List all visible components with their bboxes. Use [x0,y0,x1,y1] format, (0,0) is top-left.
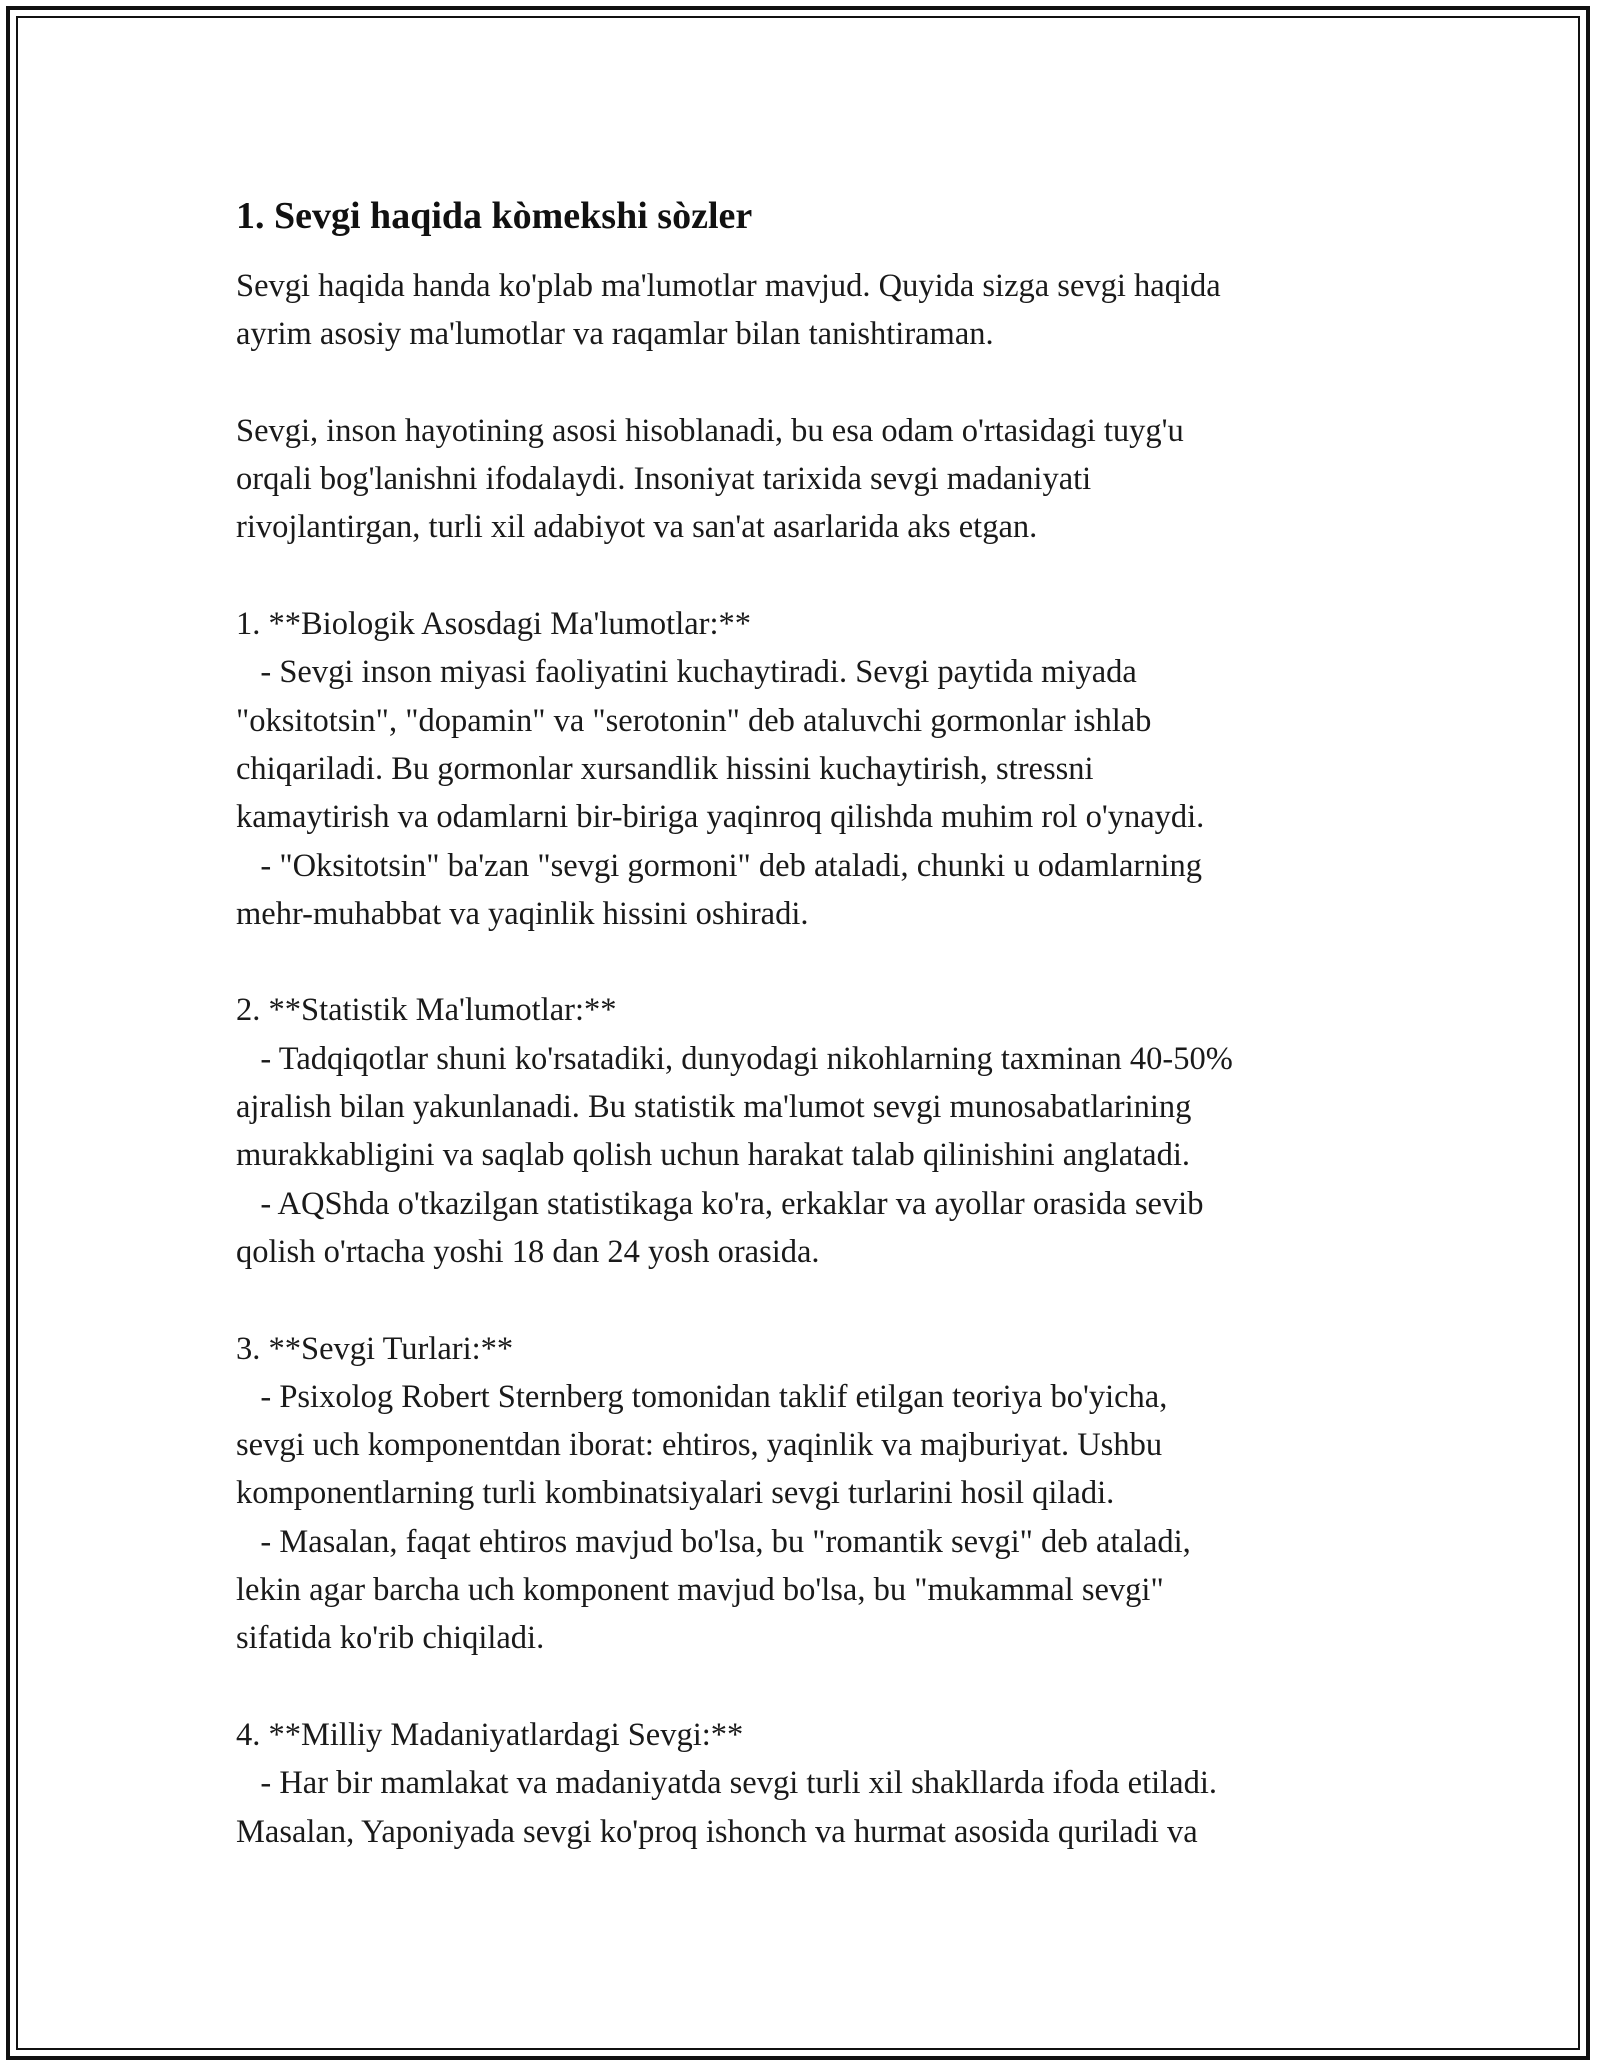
intro-paragraph-2: Sevgi, inson hayotining asosi hisoblanadi, bu esa odam o'rtasidagi tuyg'u orqali bog'lanishni ifodalaydi. Insoniyat tarixida sevgi madaniyati rivojlantirgan, turli xil adabiyot va san'at asarlarida aks etgan. [236,412,1184,546]
paragraph-gap [236,1663,1376,1711]
section-heading: 3. **Sevgi Turlari:** [236,1330,514,1367]
paragraph-gap [236,359,1376,407]
section-heading: 1. **Biologik Asosdagi Ma'lumotlar:** [236,606,752,643]
intro-paragraph-1: Sevgi haqida handa ko'plab ma'lumotlar mavjud. Quyida sizga sevgi haqida ayrim asosiy ma'lumotlar va raqamlar bilan tanishtiraman. [236,268,1221,353]
section-sevgi-turlari [236,1325,1376,1663]
section-statistik [236,986,1376,1276]
document-body [236,192,1376,1856]
section-biologik [236,600,1376,938]
section-heading: 4. **Milliy Madaniyatlardagi Sevgi:** [236,1716,744,1753]
section-milliy-madaniyat [236,1711,1376,1856]
paragraph-gap [236,552,1376,600]
section-heading: 2. **Statistik Ma'lumotlar:** [236,992,617,1029]
section-body: - Tadqiqotlar shuni ko'rsatadiki, dunyodagi nikohlarning taxminan 40-50% ajralish bilan yakunlanadi. Bu statistik ma'lumot sevgi munosabatlarining murakkabligini va saqlab qolish uchun harakat talab qilinishini anglatadi. - AQShda o'tkazilgan statistikaga ko'ra, erkaklar va ayollar orasida sevib qolish o'rtacha yoshi 18 dan 24 yosh orasida. [236,1040,1233,1270]
section-body: - Har bir mamlakat va madaniyatda sevgi turli xil shakllarda ifoda etiladi. Masalan, Yaponiyada sevgi ko'proq ishonch va hurmat asosida quriladi va [236,1765,1217,1850]
section-body: - Sevgi inson miyasi faoliyatini kuchaytiradi. Sevgi paytida miyada "oksitotsin", "dopamin" va "serotonin" deb ataluvchi gormonlar ishlab chiqariladi. Bu gormonlar xursandlik hissini kuchaytirish, stressni kamaytirish va odamlarni bir-biriga yaqinroq qilishda muhim rol o'ynaydi. - "Oksitotsin" ba'zan "sevgi gormoni" deb ataladi, chunki u odamlarning mehr-muhabbat va yaqinlik hissini oshiradi. [236,654,1205,932]
document-title: 1. Sevgi haqida kòmekshi sòzler [236,195,753,237]
paragraph-gap [236,1276,1376,1324]
section-body: - Psixolog Robert Sternberg tomonidan taklif etilgan teoriya bo'yicha, sevgi uch komponentdan iborat: ehtiros, yaqinlik va majburiyat. Ushbu komponentlarning turli kombinatsiyalari sevgi turlarini hosil qiladi. - Masalan, faqat ehtiros mavjud bo'lsa, bu "romantik sevgi" deb ataladi, lekin agar barcha uch komponent mavjud bo'lsa, bu "mukammal sevgi" sifatida ko'rib chiqiladi. [236,1378,1191,1657]
paragraph-gap [236,938,1376,986]
